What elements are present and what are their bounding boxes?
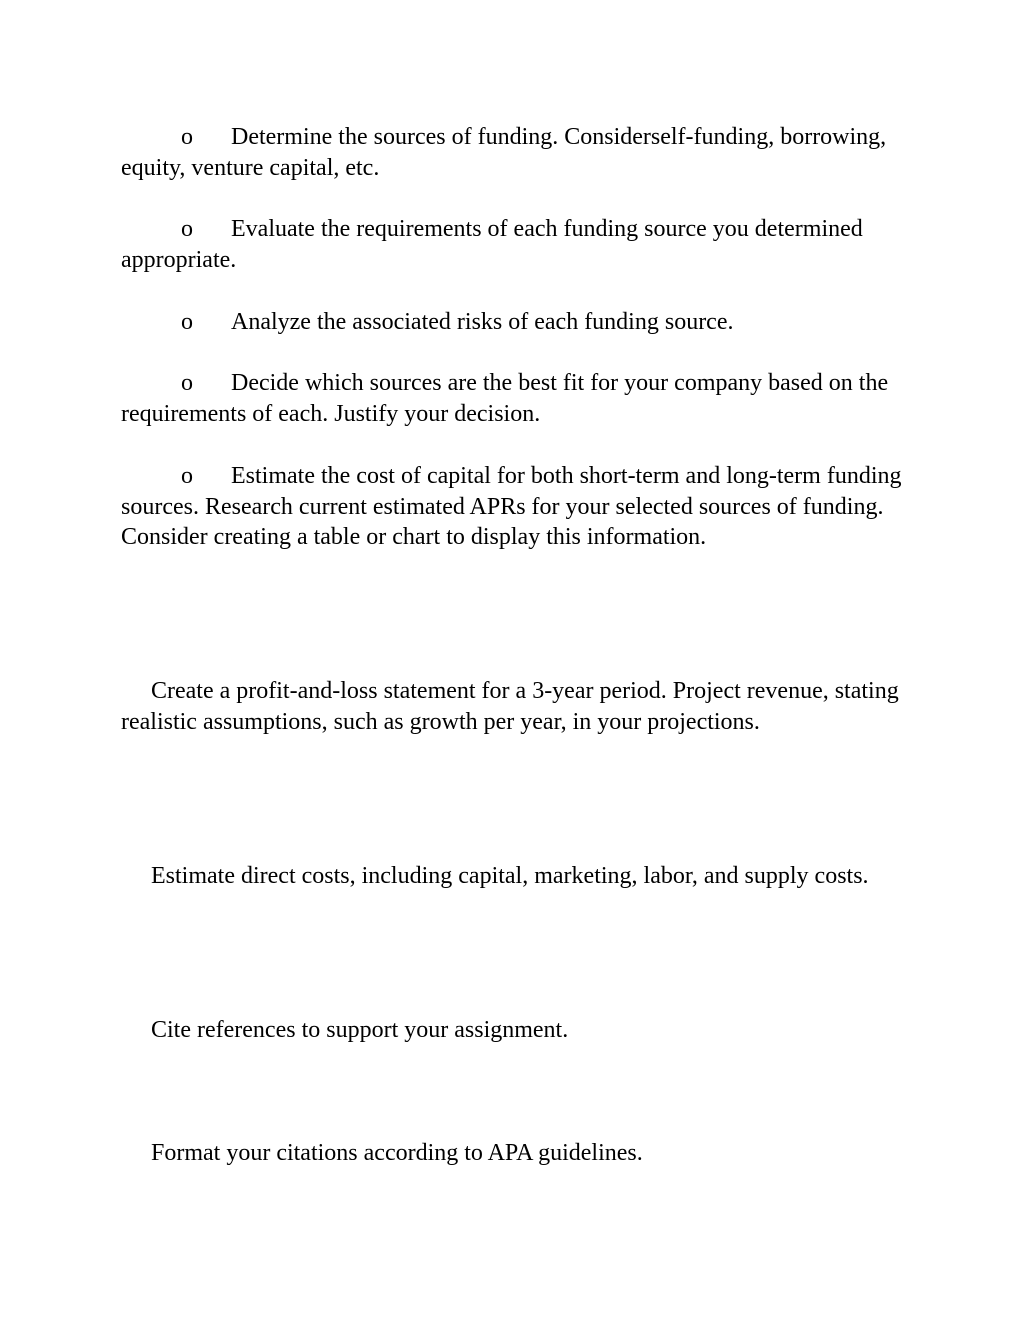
- bullet-marker: o: [181, 216, 193, 242]
- list-item: [121, 368, 921, 429]
- list-item-text: Determine the sources of funding. Considerself-funding, borrowing, equity, venture capital, etc.: [121, 124, 887, 181]
- bullet-marker: o: [181, 463, 193, 489]
- bullet-marker: o: [181, 370, 193, 396]
- instruction-paragraph: Create a profit-and-loss statement for a 3-year period. Project revenue, stating realistic assumptions, such as growth per year, in your projections.: [121, 678, 899, 735]
- list-item-text: Analyze the associated risks of each funding source.: [231, 309, 734, 335]
- instruction-paragraph: Estimate direct costs, including capital, marketing, labor, and supply costs.: [151, 863, 869, 889]
- list-item-text: Decide which sources are the best fit for your company based on the requirements of each. Justify your decision.: [121, 370, 889, 427]
- instruction-paragraph: Format your citations according to APA guidelines.: [151, 1140, 643, 1166]
- bullet-marker: o: [181, 309, 193, 335]
- list-item: [121, 214, 921, 275]
- list-item: [121, 307, 921, 338]
- bullet-marker: o: [181, 124, 193, 150]
- list-item: [121, 122, 921, 183]
- list-item: [121, 461, 921, 553]
- list-item-text: Estimate the cost of capital for both short-term and long-term funding sources. Research current estimated APRs for your selected sources of funding. Consider creating a table or chart to display this information.: [121, 463, 902, 551]
- list-item-text: Evaluate the requirements of each funding source you determined appropriate.: [121, 216, 863, 273]
- instruction-paragraph: Cite references to support your assignment.: [151, 1017, 569, 1043]
